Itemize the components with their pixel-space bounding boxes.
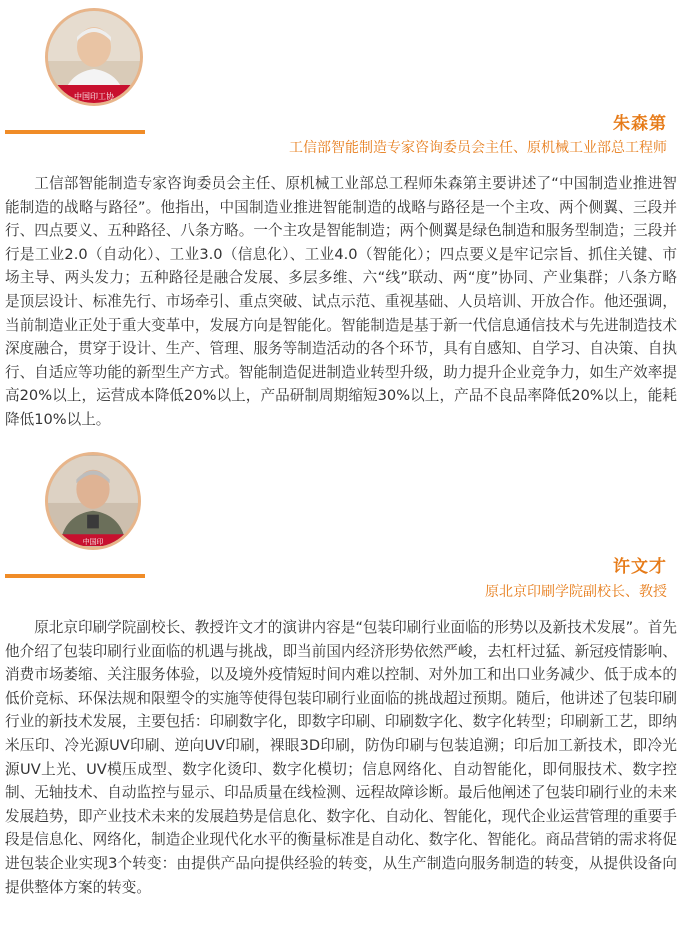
- speaker-portrait-image: [48, 455, 138, 547]
- svg-text:中国印: 中国印: [82, 538, 104, 547]
- accent-bar: [5, 574, 145, 578]
- speaker-role: 原北京印刷学院副校长、教授: [485, 584, 667, 600]
- accent-bar: [5, 130, 145, 134]
- speaker-summary: 原北京印刷学院副校长、教授许文才的演讲内容是“包装印刷行业面临的形势以及新技术发展”。首先他介绍了包装印刷行业面临的机遇与挑战，即当前国内经济形势依然严峻，去杠杆过猛、新冠疫情影响、消费市场萎缩、关注服务体验，以及境外疫情短时间内难以控制、对外加工和出口业务减少、低于成本的低价竞标、环保法规和限塑令的实施等使得包装印刷行业面临的挑战超过预期。随后，他讲述了包装印刷行业的新技术发展，主要包括：印刷数字化，即数字印刷、印刷数字化、数字化转型；印刷新工艺，即纳米压印、冷光源UV印刷、逆向UV印刷，裸眼3D印刷，防伪印刷与包装追溯；印后加工新技术，即冷光源UV上光、UV模压成型、数字化烫印、数字化模切；信息网络化、自动智能化，即伺服技术、数字控制、无轴技术、自动监控与显示、印品质量在线检测、远程故障诊断。最后他阐述了包装印刷行业的未来发展趋势，即产业技术未来的发展趋势是信息化、数字化、自动化、智能化，现代企业运营管理的重要手段是信息化、网络化，制造企业现代化水平的衡量标准是自动化、数字化、智能化。商品营销的需求将促进包装企业实现3个转变：由提供产品向提供经验的转变，从生产制造向服务制造的转变，从提供设备向提供整体方案的转变。: [5, 619, 677, 896]
- speaker-name: 许文才: [613, 557, 667, 577]
- speaker-photo: [45, 452, 141, 550]
- speaker-name: 朱森第: [613, 114, 667, 134]
- speaker-summary: 工信部智能制造专家咨询委员会主任、原机械工业部总工程师朱森第主要讲述了“中国制造业推进智能制造的战略与路径”。他指出，中国制造业推进智能制造的战略与路径是一个主攻、两个侧翼、三段并行、四点要义、五种路径、八条方略。一个主攻是智能制造；两个侧翼是绿色制造和服务型制造；三段并行是工业2.0（自动化）、工业3.0（信息化）、工业4.0（智能化）；四点要义是牢记宗旨、抓住关键、市场主导、两头发力；五种路径是融合发展、多层多维、六“线”联动、两“度”协同、产业集群；八条方略是顶层设计、标准先行、市场牵引、重点突破、试点示范、重视基础、人员培训、开放合作。他还强调，当前制造业正处于重大变革中，发展方向是智能化。智能制造是基于新一代信息通信技术与先进制造技术深度融合，贯穿于设计、生产、管理、服务等制造活动的各个环节，具有自感知、自学习、自决策、自执行、自适应等功能的新型生产方式。智能制造促进制造业转型升级，助力提升企业竞争力，如生产效率提高20%以上，运营成本降低20%以上，产品研制周期缩短30%以上，产品不良品率降低20%以上，能耗降低10%以上。: [5, 175, 677, 428]
- speaker-role: 工信部智能制造专家咨询委员会主任、原机械工业部总工程师: [289, 140, 667, 156]
- svg-text:中国印工协: 中国印工协: [74, 92, 114, 101]
- speaker-photo: [45, 8, 143, 106]
- speaker-portrait-image: [48, 11, 140, 103]
